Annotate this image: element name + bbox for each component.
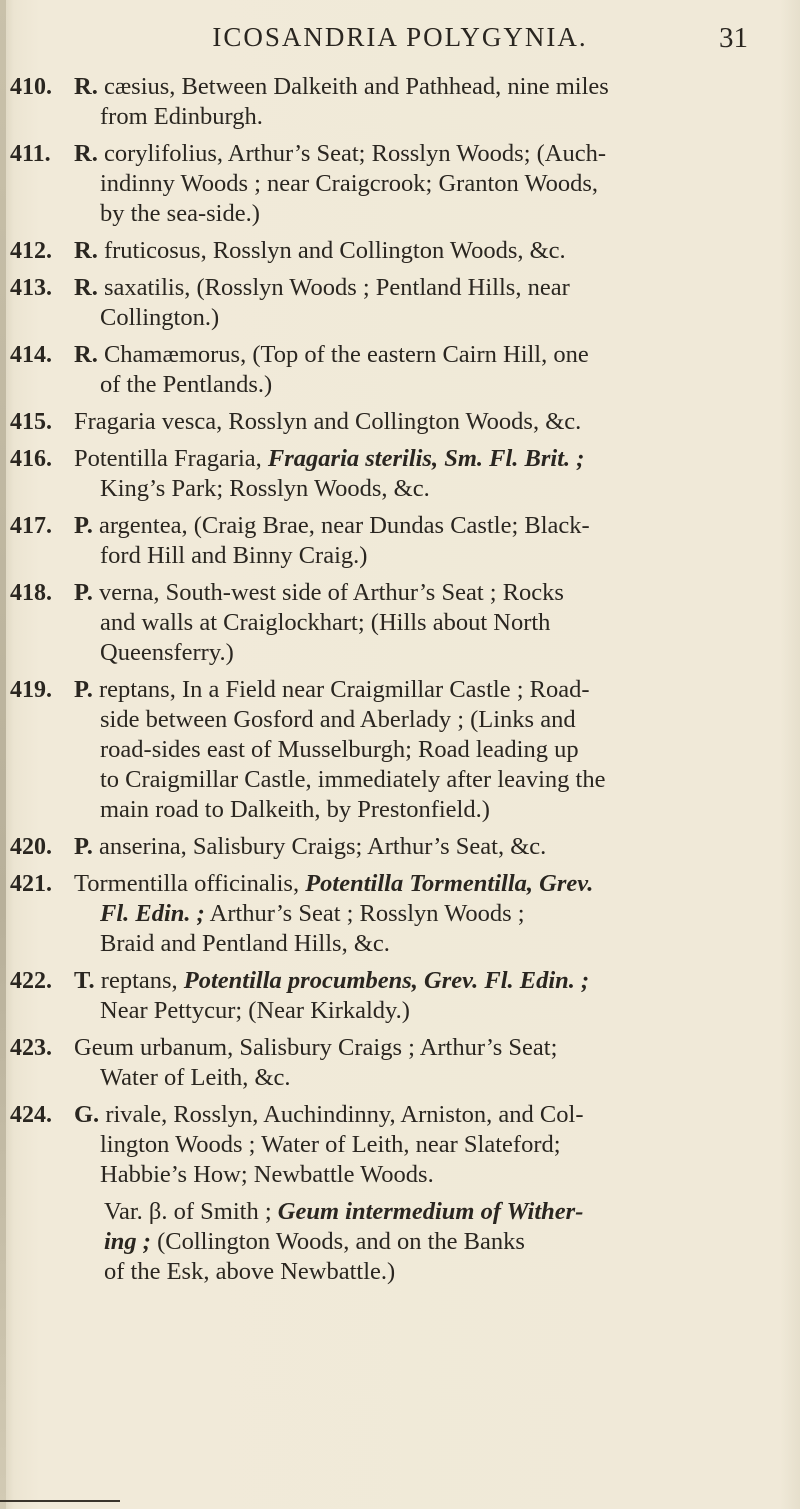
entry-number: 422.	[10, 968, 52, 994]
list-item: 414. R. Chamæmorus, (Top of the eastern Cairn Hill, one of the Pentlands.)	[10, 341, 589, 398]
entry-number: 414.	[10, 342, 52, 368]
bottom-rule	[0, 1500, 120, 1502]
list-item: 416. Potentilla Fragaria, Fragaria sterilis, Sm. Fl. Brit. ; King’s Park; Rosslyn Woods, &c.	[10, 445, 585, 502]
list-item: 411. R. corylifolius, Arthur’s Seat; Rosslyn Woods; (Auch- indinny Woods ; near Craigcrook; Granton Woods, by the sea-side.)	[10, 140, 607, 227]
page-header	[0, 22, 800, 62]
entry-number: 410.	[10, 74, 52, 100]
entry-number: 413.	[10, 275, 52, 301]
entry-number: 419.	[10, 677, 52, 703]
entry-number: 412.	[10, 238, 52, 264]
list-item: 419. P. reptans, In a Field near Craigmillar Castle ; Road- side between Gosford and Aberlady ; (Links and road-sides east of Musselburgh; Road leading up to Craigmillar Castle, immediately after leaving the main road to Dalkeith, by Prestonfield.)	[10, 676, 606, 823]
entry-number: 424.	[10, 1102, 52, 1128]
list-item: 420. P. anserina, Salisbury Craigs; Arthur’s Seat, &c.	[10, 833, 547, 860]
entry-number: 421.	[10, 871, 52, 897]
variety-note: Var. β. of Smith ; Geum intermedium of Wither- ing ; (Collington Woods, and on the Banks of the Esk, above Newbattle.)	[104, 1198, 584, 1285]
list-item: 417. P. argentea, (Craig Brae, near Dundas Castle; Black- ford Hill and Binny Craig.)	[10, 512, 590, 569]
entry-number: 423.	[10, 1035, 52, 1061]
list-item: 422. T. reptans, Potentilla procumbens, Grev. Fl. Edin. ; Near Pettycur; (Near Kirkaldy.)	[10, 967, 590, 1024]
list-item: 418. P. verna, South-west side of Arthur’s Seat ; Rocks and walls at Craiglockhart; (Hills about North Queensferry.)	[10, 579, 564, 666]
list-item: 424. G. rivale, Rosslyn, Auchindinny, Arniston, and Col- lington Woods ; Water of Leith, near Slateford; Habbie’s How; Newbattle Woods.	[10, 1101, 584, 1188]
list-item: 413. R. saxatilis, (Rosslyn Woods ; Pentland Hills, near Collington.)	[10, 274, 570, 331]
entry-number: 416.	[10, 446, 52, 472]
running-title: ICOSANDRIA POLYGYNIA.	[212, 22, 588, 52]
list-item: 423. Geum urbanum, Salisbury Craigs ; Arthur’s Seat; Water of Leith, &c.	[10, 1034, 558, 1091]
list-item: 415. Fragaria vesca, Rosslyn and Collington Woods, &c.	[10, 408, 582, 435]
entry-number: 420.	[10, 834, 52, 860]
entry-number: 417.	[10, 513, 52, 539]
entry-number: 415.	[10, 409, 52, 435]
entry-number: 411.	[10, 141, 51, 167]
list-item: 410. R. cæsius, Between Dalkeith and Pathhead, nine miles from Edinburgh.	[10, 73, 609, 130]
page-number: 31	[719, 22, 748, 54]
species-list	[0, 72, 800, 1287]
list-item: 421. Tormentilla officinalis, Potentilla Tormentilla, Grev. Fl. Edin. ; Arthur’s Seat ; Rosslyn Woods ; Braid and Pentland Hills, &c.	[10, 870, 594, 957]
list-item: 412. R. fruticosus, Rosslyn and Collington Woods, &c.	[10, 237, 566, 264]
entry-number: 418.	[10, 580, 52, 606]
